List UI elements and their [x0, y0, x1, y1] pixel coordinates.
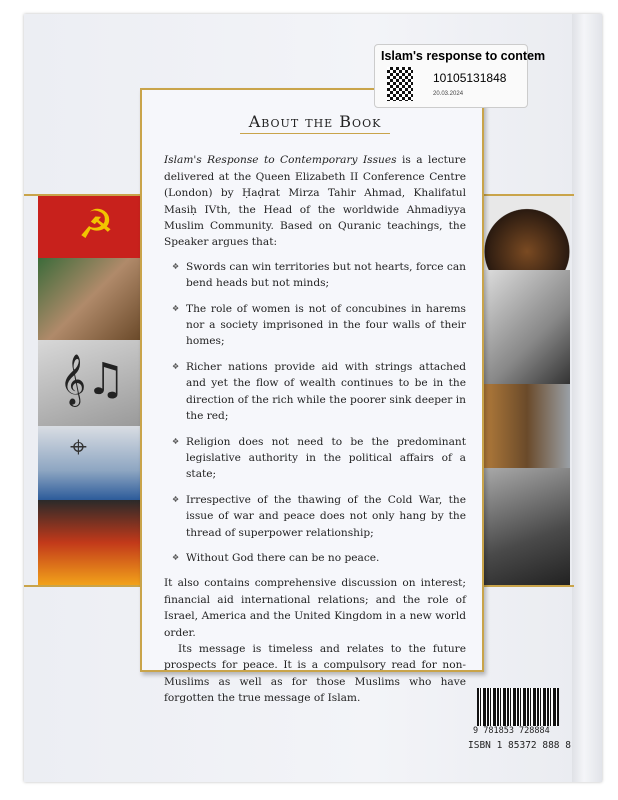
intro-text: is a lecture delivered at the Queen Elizabeth II Conference Centre (London) by Ḥaḍrat Mirza Tahir Ahmad, Khalifatul Masiḥ IVth, the Head of the worldwide Ahmadiyya Muslim Community. Based on Quranic teachings, the Speaker argues that: — [164, 154, 467, 249]
panel-heading: About the Book — [248, 112, 382, 131]
book-title: Islam's Response to Contemporary Issues — [164, 154, 397, 167]
list-item: ❖ Richer nations provide aid with strings attached and yet the flow of wealth continues to be in the direction of the rich while the poorer sink deeper in the red; — [186, 359, 466, 425]
barcode-digits: 9 781853 728884 — [473, 726, 550, 736]
cracked-earth-photo — [484, 384, 570, 468]
barcode — [477, 688, 559, 726]
target-crosshair-photo: ⌖ — [38, 426, 140, 500]
right-photo-strip — [484, 196, 570, 585]
qr-code-icon — [387, 67, 413, 101]
label-number: 10105131848 — [433, 71, 507, 85]
message-paragraph: Its message is timeless and relates to the future prospects for peace. It is a compulsory read for non-Muslims as well as for those Muslims who have forgotten the true message of Islam. — [164, 642, 466, 705]
isbn-text: ISBN 1 85372 888 8 — [468, 740, 571, 751]
discussion-paragraph: It also contains comprehensive discussion on interest; financial aid international relations; and the role of Israel, America and the United Kingdom in a new world order. — [164, 577, 466, 639]
list-item: ❖ Without God there can be no peace. — [186, 550, 466, 566]
heading-underline — [240, 133, 390, 134]
book-spine — [572, 14, 602, 782]
about-the-book-panel — [140, 88, 484, 705]
man-at-bin-photo — [484, 468, 570, 585]
list-item: ❖ Swords can win territories but not hearts, force can bend heads but not minds; — [186, 259, 466, 292]
list-item: ❖ The role of women is not of concubines in harems nor a society imprisoned in the four walls of their homes; — [186, 301, 466, 350]
label-date: 20.03.2024 — [433, 91, 464, 97]
hands-on-cane-photo — [38, 258, 140, 340]
scales-photo — [484, 196, 570, 270]
left-photo-strip — [38, 196, 140, 585]
label-title: Islam's response to contem — [381, 49, 546, 63]
list-item: ❖ Religion does not need to be the predominant legislative authority in the political affairs of a state; — [186, 434, 466, 483]
oil-pump-sunset-photo — [38, 500, 140, 585]
hammer-sickle-flag-photo: ☭ — [38, 196, 140, 258]
intro-paragraph — [164, 152, 466, 250]
music-notes-photo: 𝄞♫ — [38, 340, 140, 426]
list-item: ❖ Irrespective of the thawing of the Cold War, the issue of war and peace does not only hang by the thread of superpower relationship; — [186, 492, 466, 541]
statue-face-photo — [484, 270, 570, 384]
argument-list — [164, 259, 466, 567]
library-label-sticker — [374, 44, 546, 108]
